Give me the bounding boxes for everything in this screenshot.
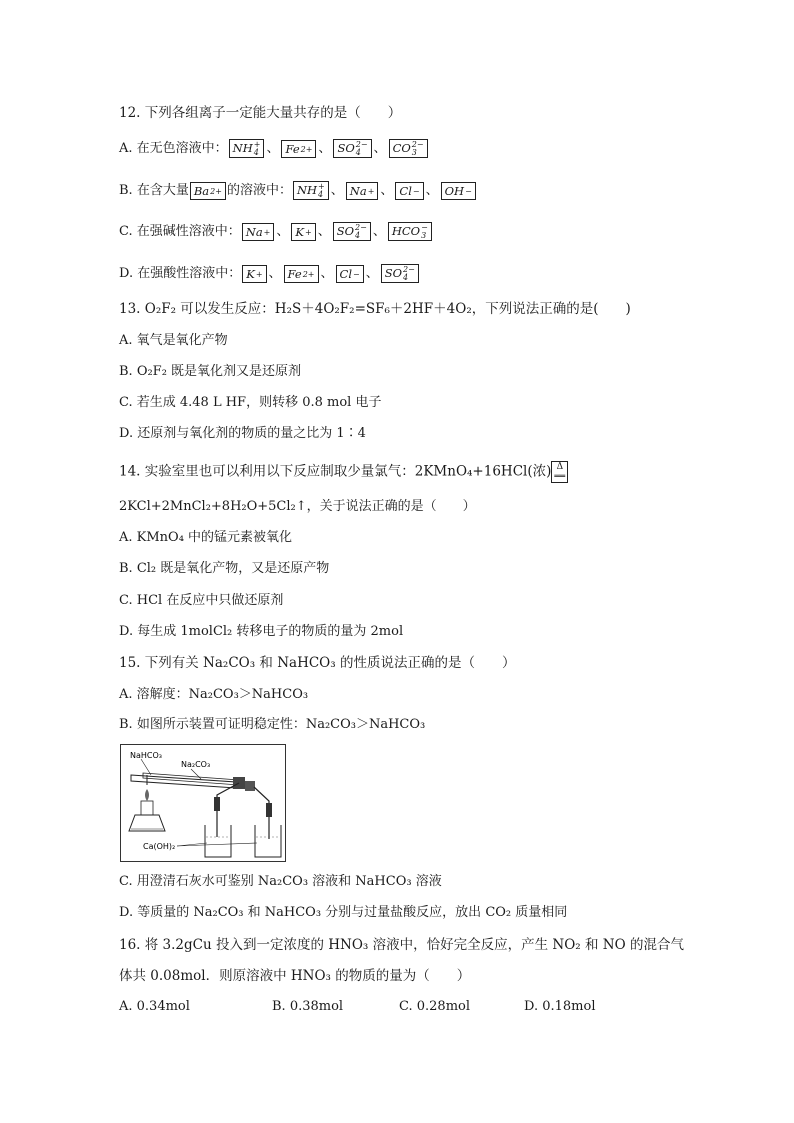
q12-d-ions	[241, 266, 420, 281]
fig-label-caoh2: Ca(OH)₂	[143, 842, 176, 851]
q14-stem1: 14. 实验室里也可以利用以下反应制取少量氯气：2KMnO₄+16HCl(浓)	[119, 463, 552, 480]
q15-stem: 15. 下列有关 Na₂CO₃ 和 NaHCO₃ 的性质说法正确的是（ ）	[119, 655, 516, 671]
separator: 、	[372, 224, 386, 239]
q13-option-a: A. 氧气是氧化产物	[119, 333, 228, 348]
apparatus-drawing	[121, 745, 285, 861]
q12-b-label: B. 在含大量	[119, 183, 189, 198]
q12-a-ions	[228, 141, 429, 156]
separator: 、	[276, 224, 290, 239]
separator: 、	[365, 266, 379, 281]
separator: 、	[425, 183, 439, 198]
ion-box: Cl −	[395, 182, 423, 200]
q14-stem-line2: 2KCl+2MnCl₂+8H₂O+5Cl₂↑，关于说法正确的是（ ）	[119, 499, 476, 514]
ion-box: K +	[242, 265, 266, 283]
separator: 、	[268, 266, 282, 281]
separator: 、	[266, 141, 280, 156]
separator: 、	[317, 224, 331, 239]
q12-d-label: D. 在强酸性溶液中：	[119, 266, 242, 281]
heat-symbol: Δ	[556, 462, 564, 472]
q12-option-c	[119, 222, 433, 241]
q15-option-b: B. 如图所示装置可证明稳定性：Na₂CO₃＞NaHCO₃	[119, 717, 426, 732]
q16-option-c: C. 0.28mol	[399, 999, 471, 1014]
ion-box: SO 2− 4	[333, 139, 371, 158]
q16-option-a: A. 0.34mol	[119, 999, 190, 1014]
q16-option-b: B. 0.38mol	[272, 999, 344, 1014]
ion-box: CO 2− 3	[389, 139, 428, 158]
q14-option-c: C. HCl 在反应中只做还原剂	[119, 593, 284, 608]
ion-box: HCO − 3	[388, 222, 432, 241]
q12-c-label: C. 在强碱性溶液中：	[119, 224, 241, 239]
q12-option-b	[119, 181, 477, 200]
ion-box: NH + 4	[229, 139, 265, 158]
ion-box: SO 2− 4	[333, 222, 371, 241]
heating-condition-box: Δ ══	[551, 461, 568, 483]
q12-option-d	[119, 264, 420, 283]
ion-box: Na +	[242, 223, 275, 241]
separator: 、	[380, 183, 394, 198]
separator: 、	[373, 141, 387, 156]
ion-box: NH + 4	[293, 181, 329, 200]
q12-b-ion0	[189, 183, 227, 198]
q12-a-label: A. 在无色溶液中：	[119, 141, 228, 156]
apparatus-figure	[120, 744, 286, 862]
ion-box: Fe 2+	[284, 265, 319, 283]
q15-option-a: A. 溶解度：Na₂CO₃＞NaHCO₃	[119, 687, 309, 702]
q12-stem: 12. 下列各组离子一定能大量共存的是（ ）	[119, 105, 402, 121]
q14-option-a: A. KMnO₄ 中的锰元素被氧化	[119, 530, 293, 545]
separator: 、	[320, 266, 334, 281]
ion-box: SO 2− 4	[381, 264, 419, 283]
separator: 、	[330, 183, 344, 198]
q12-option-a	[119, 139, 429, 158]
fig-label-na2co3: Na₂CO₃	[181, 760, 211, 769]
q12-b-mid: 的溶液中：	[226, 183, 292, 198]
q12-c-ions	[241, 224, 433, 239]
q13-option-d: D. 还原剂与氧化剂的物质的量之比为 1∶4	[119, 426, 366, 441]
ion-box: Cl −	[336, 265, 364, 283]
q13-option-b: B. O₂F₂ 既是氧化剂又是还原剂	[119, 364, 302, 379]
q16-option-d: D. 0.18mol	[524, 999, 596, 1014]
q12-b-ions	[292, 183, 477, 198]
q15-option-d: D. 等质量的 Na₂CO₃ 和 NaHCO₃ 分别与过量盐酸反应，放出 CO₂ 质量相同	[119, 905, 568, 920]
q13-option-c: C. 若生成 4.48 L HF，则转移 0.8 mol 电子	[119, 395, 382, 410]
q14-stem-line1	[119, 461, 568, 483]
ion-box: K +	[291, 223, 315, 241]
ion-box: Fe 2+	[281, 140, 316, 158]
ion-box: Na +	[346, 182, 379, 200]
q16-stem-line1: 16. 将 3.2gCu 投入到一定浓度的 HNO₃ 溶液中，恰好完全反应，产生 NO₂ 和 NO 的混合气	[119, 937, 684, 953]
q13-stem: 13. O₂F₂ 可以发生反应：H₂S＋4O₂F₂=SF₆＋2HF＋4O₂，下列说法正确的是( )	[119, 301, 631, 317]
ion-box: OH −	[441, 182, 476, 200]
q14-option-b: B. Cl₂ 既是氧化产物，又是还原产物	[119, 561, 330, 576]
q15-option-c: C. 用澄清石灰水可鉴别 Na₂CO₃ 溶液和 NaHCO₃ 溶液	[119, 874, 442, 889]
q16-options	[119, 998, 679, 1018]
ion-box: Ba 2+	[190, 182, 226, 200]
q16-stem-line2: 体共 0.08mol．则原溶液中 HNO₃ 的物质的量为（ ）	[119, 968, 471, 984]
fig-label-nahco3: NaHCO₃	[130, 751, 162, 760]
separator: 、	[318, 141, 332, 156]
q14-option-d: D. 每生成 1molCl₂ 转移电子的物质的量为 2mol	[119, 624, 404, 639]
